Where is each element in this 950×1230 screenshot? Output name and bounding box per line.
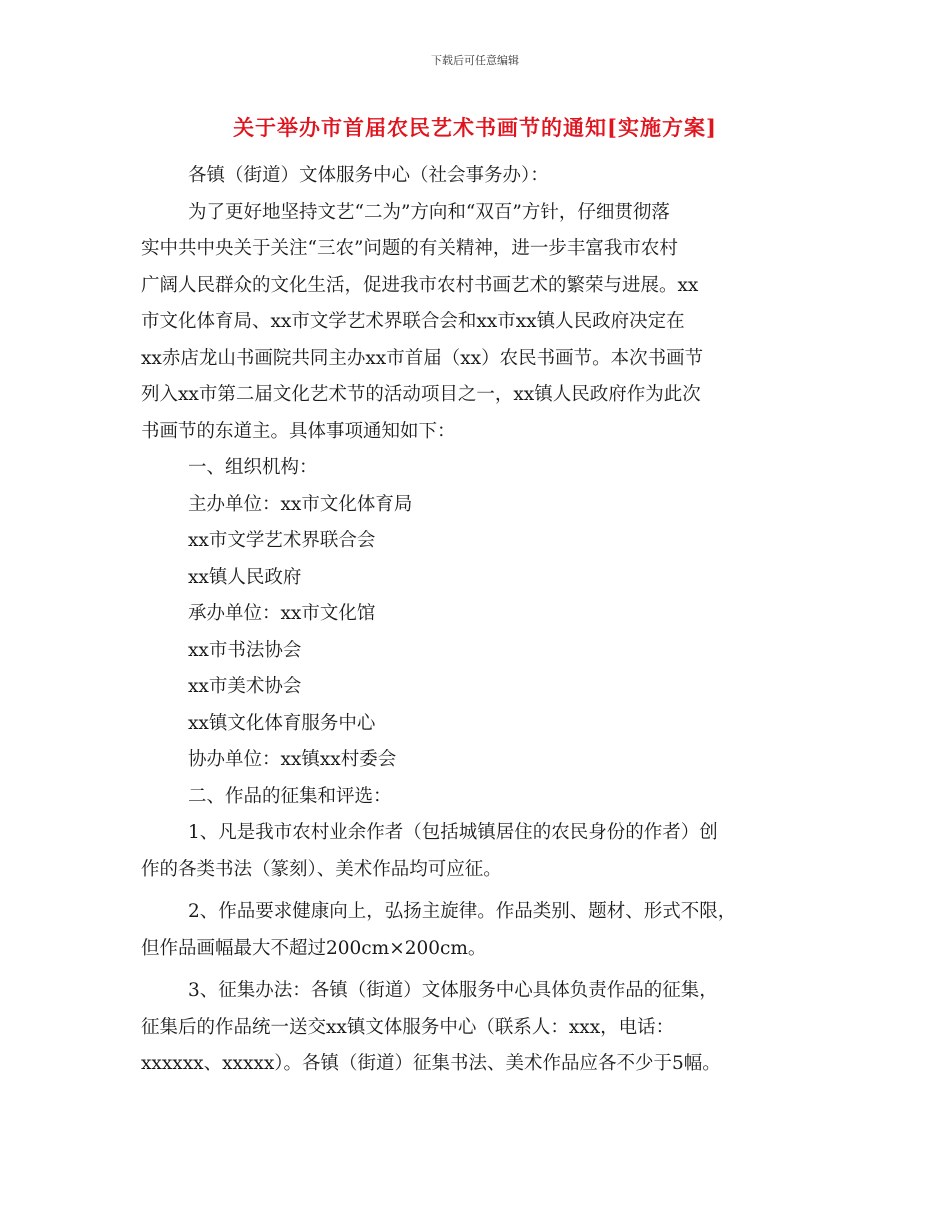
list-item: xx镇人民政府	[188, 566, 302, 588]
list-item: xx市文学艺术界联合会	[188, 530, 376, 551]
paragraph-line: 书画节的东道主。具体事项通知如下：	[141, 420, 456, 442]
paragraph-line: 列入xx市第二届文化艺术节的活动项目之一，xx镇人民政府作为此次	[141, 384, 701, 405]
list-item: 协办单位：xx镇xx村委会	[188, 749, 397, 770]
list-item: xx市美术协会	[188, 676, 302, 697]
section-heading: 二、作品的征集和评选：	[188, 785, 392, 807]
header-note: 下载后可任意编辑	[431, 54, 519, 67]
list-item: 承办单位：xx市文化馆	[188, 603, 376, 624]
paragraph-line: 作的各类书法（篆刻）、美术作品均可应征。	[141, 858, 502, 880]
list-item: xx市书法协会	[188, 639, 302, 661]
paragraph-line: 2、作品要求健康向上，弘扬主旋律。作品类别、题材、形式不限，	[188, 901, 737, 922]
list-item: 主办单位：xx市文化体育局	[188, 493, 413, 515]
document-body	[141, 158, 821, 1083]
paragraph-line: 征集后的作品统一送交xx镇文体服务中心（联系人：xxx，电话：	[141, 1016, 675, 1038]
list-item: xx镇文化体育服务中心	[188, 712, 376, 734]
paragraph-line: 3、征集办法：各镇（街道）文体服务中心具体负责作品的征集，	[188, 980, 718, 1001]
paragraph-line: 但作品画幅最大不超过200cm×200cm。	[141, 937, 487, 959]
paragraph-line: 实中共中央关于关注“三农”问题的有关精神，进一步丰富我市农村	[141, 238, 678, 259]
paragraph-line: 广阔人民群众的文化生活，促进我市农村书画艺术的繁荣与进展。xx	[141, 274, 699, 296]
section-heading: 一、组织机构：	[188, 457, 318, 478]
salutation: 各镇（街道）文体服务中心（社会事务办）：	[188, 165, 549, 186]
paragraph-line: 市文化体育局、xx市文学艺术界联合会和xx市xx镇人民政府决定在	[141, 311, 685, 332]
document-title: 关于举办市首届农民艺术书画节的通知[实施方案]	[233, 115, 717, 140]
paragraph-line: xxxxxx、xxxxx）。各镇（街道）征集书法、美术作品应各不少于5幅。	[141, 1053, 721, 1074]
paragraph-line: 1、凡是我市农村业余作者（包括城镇居住的农民身份的作者）创	[188, 822, 718, 843]
paragraph-line: xx赤店龙山书画院共同主办xx市首届（xx）农民书画节。本次书画节	[141, 347, 704, 369]
paragraph-line: 为了更好地坚持文艺“二为”方向和“双百”方针，仔细贯彻落	[188, 201, 670, 223]
